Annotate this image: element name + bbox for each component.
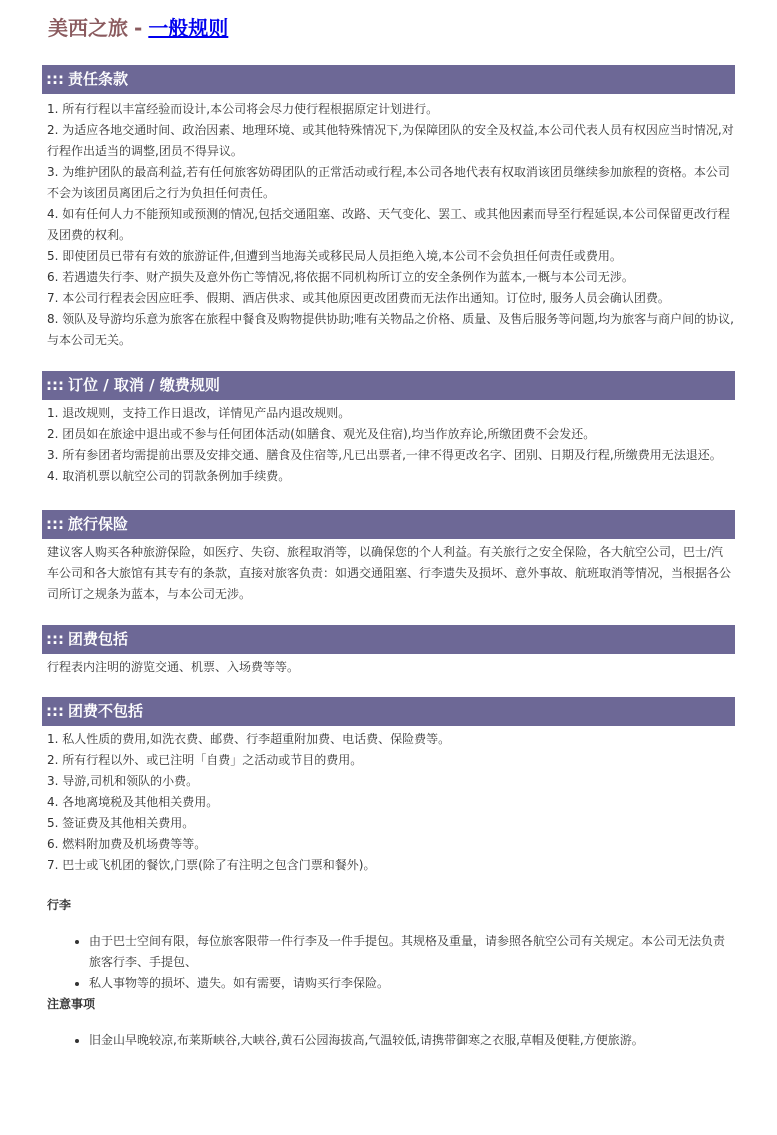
section-insurance-header [42,510,735,539]
booking-item: 3. 所有参团者均需提前出票及安排交通、膳食及住宿等,凡已出票者,一律不得更改名字、团别、日期及行程,所缴费用无法退还。 [47,448,722,462]
section-liability-body [42,94,735,351]
page-title-main: 美西之旅 [48,16,128,40]
section-prefix: ::: [46,702,64,720]
excluded-item: 6. 燃料附加费及机场费等等。 [47,837,207,851]
luggage-block [42,895,735,994]
list-item: • 旧金山早晚较凉,布莱斯峡谷,大峡谷,黄石公园海拔高,气温较低,请携带御寒之衣服,草帽及便鞋,方便旅游。 [89,1030,735,1051]
page-title-separator: - [134,16,143,40]
section-excluded-header [42,697,735,726]
liability-item: 8. 领队及导游均乐意为旅客在旅程中餐食及购物提供协助;唯有关物品之价格、质量、及售后服务等问题,均为旅客与商户间的协议,与本公司无关。 [47,312,734,347]
section-prefix: ::: [46,376,64,394]
liability-item: 1. 所有行程以丰富经验而设计,本公司将会尽力使行程根据原定计划进行。 [47,102,439,116]
excluded-item: 3. 导游,司机和领队的小费。 [47,774,199,788]
booking-item: 2. 团员如在旅途中退出或不参与任何团体活动(如膳食、观光及住宿),均当作放弃论,所缴团费不会发还。 [47,427,596,441]
section-excluded-body [42,726,735,876]
excluded-item: 5. 签证费及其他相关费用。 [47,816,195,830]
list-item: • 私人事物等的损坏、遗失。如有需要，请购买行李保险。 [89,973,735,994]
section-booking-title: 订位 / 取消 / 缴费规则 [68,376,220,394]
section-insurance-title: 旅行保险 [68,515,129,533]
section-insurance-body [42,539,735,605]
excluded-item: 7. 巴士或飞机团的餐饮,门票(除了有注明之包含门票和餐外)。 [47,858,376,872]
section-excluded [42,697,735,876]
section-prefix: ::: [46,70,64,88]
list-item: • 由于巴士空间有限，每位旅客限带一件行李及一件手提包。其规格及重量，请参照各航空公司有关规定。本公司无法负责旅客行李、手提包、 [89,931,735,973]
section-included-header [42,625,735,654]
section-booking-body [42,400,735,487]
section-prefix: ::: [46,630,64,648]
booking-item: 4. 取消机票以航空公司的罚款条例加手续费。 [47,469,291,483]
section-liability-header [42,65,735,94]
included-text: 行程表内注明的游览交通、机票、入场费等等。 [47,660,300,674]
section-excluded-title: 团费不包括 [68,702,144,720]
excluded-item: 2. 所有行程以外、或已注明「自费」之活动或节目的费用。 [47,753,363,767]
notes-block [42,994,735,1051]
luggage-heading: 行李 [47,898,72,912]
liability-item: 3. 为维护团队的最高利益,若有任何旅客妨碍团队的正常活动或行程,本公司各地代表有权取消该团员继续参加旅程的资格。本公司不会为该团员离团后之行为负担任何责任。 [47,165,730,200]
section-booking [42,371,735,487]
liability-item: 2. 为适应各地交通时间、政治因素、地理环境、或其他特殊情况下,为保障团队的安全及权益,本公司代表人员有权因应当时情况,对行程作出适当的调整,团员不得异议。 [47,123,734,158]
booking-item: 1. 退改规则，支持工作日退改，详情见产品内退改规则。 [47,406,351,420]
section-prefix: ::: [46,515,64,533]
luggage-list [42,931,735,994]
excluded-item: 1. 私人性质的费用,如洗衣费、邮费、行李超重附加费、电话费、保险费等。 [47,732,451,746]
insurance-text: 建议客人购买各种旅游保险，如医疗、失窃、旅程取消等，以确保您的个人利益。有关旅行之安全保险，各大航空公司，巴士/汽车公司和各大旅馆有其专有的条款，直接对旅客负责：如遇交通阻塞、行李遗失及损坏、意外事故、航班取消等情况，当根据各公司所订之规条为蓝本，与本公司无涉。 [47,545,732,601]
section-insurance [42,510,735,605]
section-included-title: 团费包括 [68,630,129,648]
section-liability [42,65,735,351]
liability-item: 4. 如有任何人力不能预知或预测的情况,包括交通阻塞、改路、天气变化、罢工、或其他因素而导至行程延误,本公司保留更改行程及团费的权利。 [47,207,730,242]
notes-heading: 注意事项 [47,997,96,1011]
liability-item: 7. 本公司行程表会因应旺季、假期、酒店供求、或其他原因更改团费而无法作出通知。订位时, 服务人员会确认团费。 [47,291,670,305]
liability-item: 6. 若遇遗失行李、财产损失及意外伤亡等情况,将依据不同机构所订立的安全条例作为蓝本,一概与本公司无涉。 [47,270,634,284]
liability-item: 5. 即使团员已带有有效的旅游证件,但遭到当地海关或移民局人员拒绝入境,本公司不会负担任何责任或费用。 [47,249,622,263]
section-liability-title: 责任条款 [68,70,129,88]
notes-list [42,1030,735,1051]
page-title-link[interactable]: 一般规则 [148,16,229,40]
section-included-body [42,654,735,678]
section-included [42,625,735,678]
page-title [48,12,735,44]
section-booking-header [42,371,735,400]
excluded-item: 4. 各地离境税及其他相关费用。 [47,795,219,809]
